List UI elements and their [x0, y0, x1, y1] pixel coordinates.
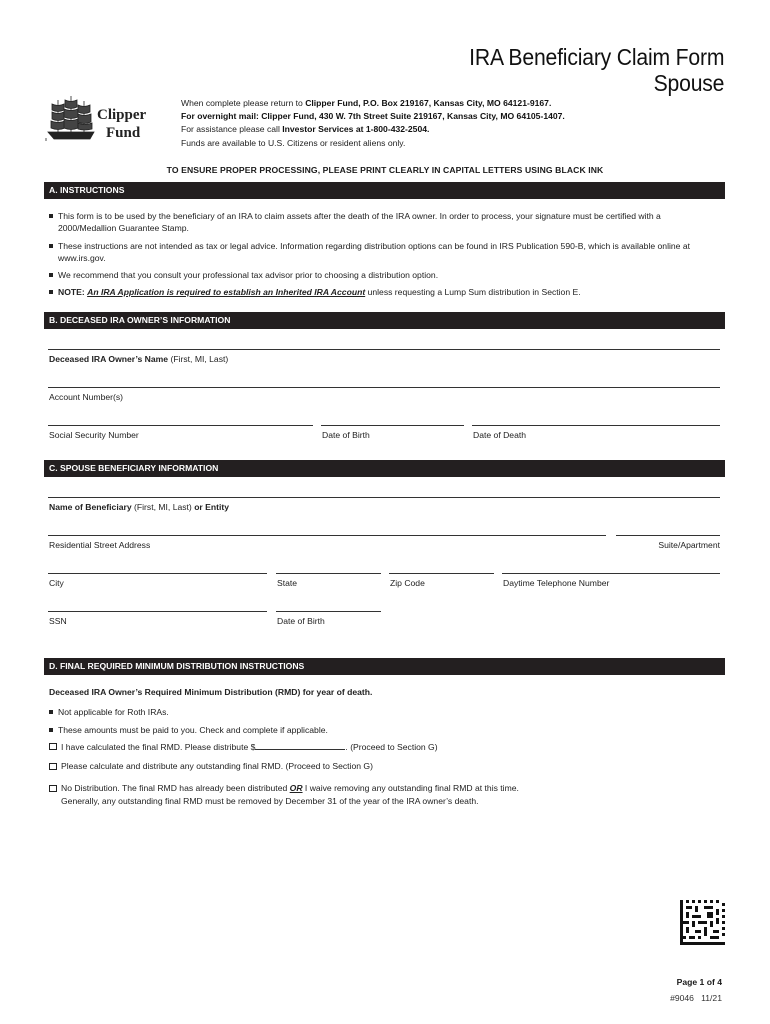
option-calculated-suffix: . (Proceed to Section G): [345, 742, 438, 752]
form-number: #9046 11/21: [670, 993, 722, 1003]
owner-dod-label: Date of Death: [473, 430, 527, 440]
option-no-distribution-checkbox[interactable]: [49, 785, 57, 792]
account-number-field[interactable]: [48, 387, 720, 388]
zip-field[interactable]: [389, 573, 494, 574]
owner-ssn-label: Social Security Number: [49, 430, 139, 440]
zip-label: Zip Code: [390, 578, 425, 588]
option-or: OR: [289, 783, 303, 793]
option-calculated-label: [61, 740, 438, 753]
assistance-phone: Investor Services at 1-800-432-2504.: [282, 124, 430, 135]
state-field[interactable]: [276, 573, 381, 574]
suite-field[interactable]: [616, 535, 720, 536]
qr-code-icon: [680, 900, 725, 945]
overnight-address: For overnight mail: Clipper Fund, 430 W. 7th Street Suite 219167, Kansas City, MO 64105-1407.: [181, 111, 565, 122]
clipper-ship-logo-icon: [44, 92, 172, 146]
option-no-distribution-note: Generally, any outstanding final RMD must be removed by December 31 of the year of the IRA owner’s death.: [61, 796, 479, 806]
beneficiary-dob-field[interactable]: [276, 611, 381, 612]
print-notice: TO ENSURE PROPER PROCESSING, PLEASE PRINT CLEARLY IN CAPITAL LETTERS USING BLACK INK: [166, 165, 604, 175]
option-no-distribution-label: [61, 782, 519, 794]
assistance-prefix: For assistance please call: [181, 124, 283, 135]
street-address-label: Residential Street Address: [49, 540, 151, 550]
owner-name-label: [49, 354, 228, 364]
owner-dod-field[interactable]: [472, 425, 720, 426]
beneficiary-name-entity: or Entity: [194, 502, 230, 512]
street-address-field[interactable]: [48, 535, 606, 536]
owner-name-field[interactable]: [48, 349, 720, 350]
owner-dob-label: Date of Birth: [322, 430, 370, 440]
beneficiary-name-bold: Name of Beneficiary: [49, 502, 132, 512]
owner-ssn-field[interactable]: [48, 425, 313, 426]
rmd-bullet: Not applicable for Roth IRAs.: [48, 706, 718, 718]
instruction-bullet: We recommend that you consult your professional tax advisor prior to choosing a distribution option.: [48, 269, 718, 281]
form-title-line2: Spouse: [653, 70, 724, 96]
rmd-amount-field[interactable]: [255, 740, 345, 750]
note-label: NOTE:: [58, 287, 88, 297]
beneficiary-dob-label: Date of Birth: [277, 616, 325, 626]
phone-field[interactable]: [502, 573, 720, 574]
instruction-note: [48, 286, 718, 298]
owner-dob-field[interactable]: [321, 425, 464, 426]
beneficiary-ssn-field[interactable]: [48, 611, 267, 612]
rmd-bullet: These amounts must be paid to you. Check and complete if applicable.: [48, 724, 718, 736]
contact-block: [181, 97, 565, 150]
option-calculated-checkbox[interactable]: [49, 743, 57, 750]
section-b-heading: B. DECEASED IRA OWNER’S INFORMATION: [44, 312, 725, 329]
rmd-subheading: Deceased IRA Owner’s Required Minimum Distribution (RMD) for year of death.: [49, 687, 373, 697]
state-label: State: [277, 578, 298, 588]
option-calculate-label: Please calculate and distribute any outstanding final RMD. (Proceed to Section G): [61, 761, 373, 771]
city-field[interactable]: [48, 573, 267, 574]
page-number: Page 1 of 4: [676, 977, 722, 987]
beneficiary-name-hint: (First, MI, Last): [131, 502, 195, 512]
phone-label: Daytime Telephone Number: [503, 578, 610, 588]
return-prefix: When complete please return to: [181, 98, 306, 108]
instruction-bullet: This form is to be used by the beneficiary of an IRA to claim assets after the death of the IRA owner. In order to process, your signature must be certified with a 2000/Medallion Guarantee Stamp.: [48, 210, 718, 235]
logo-text-bottom: Fund: [106, 125, 141, 141]
beneficiary-ssn-label: SSN: [49, 616, 67, 626]
option-no-distribution-a: No Distribution. The final RMD has already been distributed: [61, 783, 290, 793]
account-number-label: Account Number(s): [49, 392, 124, 402]
section-c-heading: C. SPOUSE BENEFICIARY INFORMATION: [44, 460, 725, 477]
city-label: City: [49, 578, 64, 588]
instruction-bullet: These instructions are not intended as tax or legal advice. Information regarding distribution options can be found in IRS Publication 590-B, which is available online at www.irs.gov.: [48, 240, 718, 265]
option-calculated-prefix: I have calculated the final RMD. Please distribute $: [61, 742, 256, 752]
form-title-line1: IRA Beneficiary Claim Form: [468, 44, 724, 70]
option-no-distribution-b: I waive removing any outstanding final RMD at this time.: [302, 783, 519, 793]
form-title: [447, 44, 724, 96]
funds-note: Funds are available to U.S. Citizens or resident aliens only.: [181, 137, 406, 148]
logo-text-top: Clipper: [97, 107, 147, 123]
note-rest: unless requesting a Lump Sum distribution in Section E.: [365, 287, 581, 297]
beneficiary-name-field[interactable]: [48, 497, 720, 498]
return-address: Clipper Fund, P.O. Box 219167, Kansas City, MO 64121-9167.: [305, 98, 552, 108]
owner-name-bold: Deceased IRA Owner’s Name: [49, 354, 169, 364]
clipper-fund-logo: [44, 92, 172, 146]
option-calculate-checkbox[interactable]: [49, 763, 57, 770]
section-a-heading: A. INSTRUCTIONS: [44, 182, 725, 199]
note-underlined: An IRA Application is required to establish an Inherited IRA Account: [87, 287, 366, 297]
section-d-heading: D. FINAL REQUIRED MINIMUM DISTRIBUTION INSTRUCTIONS: [44, 658, 725, 675]
owner-name-hint: (First, MI, Last): [168, 354, 229, 364]
beneficiary-name-label: [49, 502, 229, 512]
suite-label: Suite/Apartment: [658, 540, 720, 550]
